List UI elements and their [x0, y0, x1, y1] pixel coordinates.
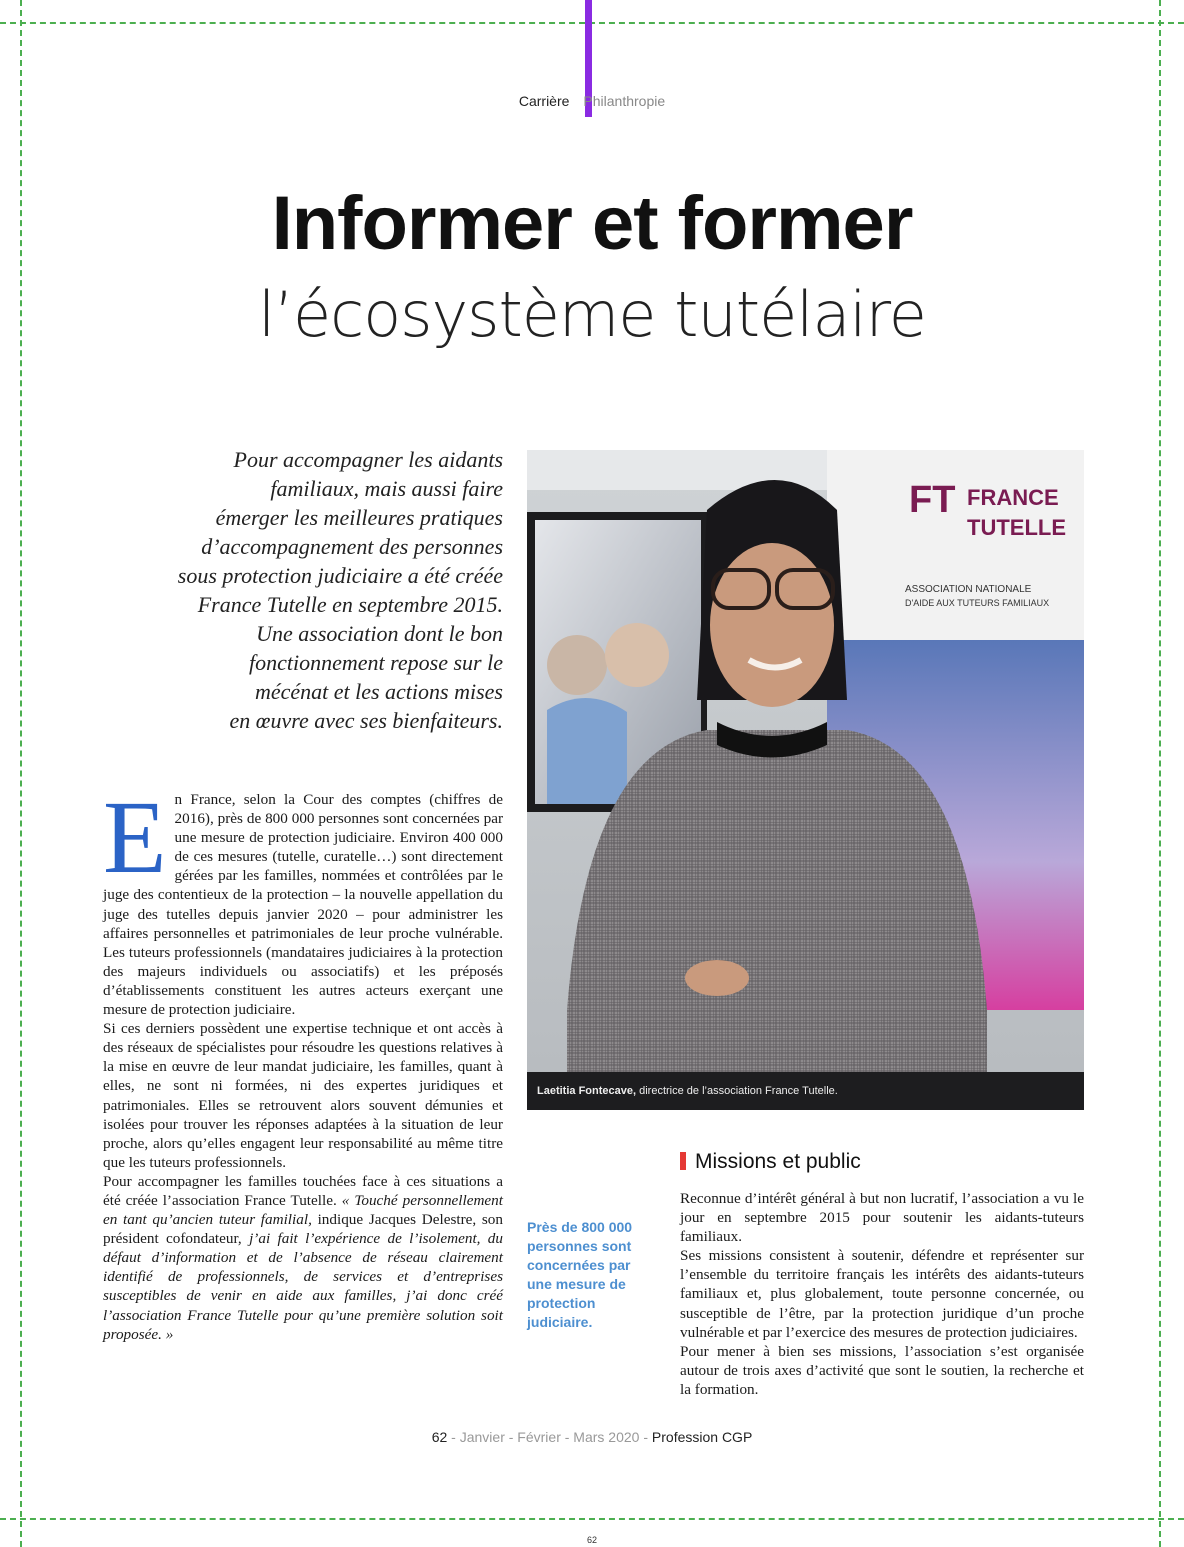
pull-quote: Près de 800 000 personnes sont concernées par une mesure de protection judiciaire.	[527, 1219, 633, 1330]
caption-name: Laetitia Fontecave,	[537, 1085, 637, 1097]
checked-dress	[567, 730, 987, 1072]
crop-guide-top	[0, 22, 1184, 24]
screen-person-elder	[547, 635, 607, 695]
footer-page-number: 62	[431, 1429, 448, 1445]
section-heading-text: Missions et public	[695, 1150, 861, 1173]
banner-text-tutelle: TUTELLE	[967, 515, 1066, 540]
portrait-illustration	[527, 450, 1084, 1072]
portrait-photo	[527, 450, 1084, 1110]
footer-magazine-name: Profession CGP	[651, 1429, 753, 1445]
article-title: Informer et former	[271, 181, 913, 266]
paragraph-3-mid: indique Jacques Delestre, son président cofondateur,	[103, 1211, 503, 1248]
banner-subtitle-2: D'AIDE AUX TUTEURS FAMILIAUX	[905, 598, 1050, 608]
subsection-name: Philanthropie	[583, 93, 666, 109]
section-heading-missions	[680, 1150, 861, 1174]
screen-person-young	[605, 623, 669, 687]
hand	[685, 960, 749, 996]
article-column-right	[680, 1189, 1084, 1399]
missions-paragraph-1: Reconnue d’intérêt général à but non lucratif, l’association a vu le jour en septembre 2015 pour soutenir les aidants-tuteurs familiaux.	[680, 1190, 1084, 1246]
banner-subtitle-1: ASSOCIATION NATIONALE	[905, 584, 1032, 595]
missions-paragraph-2: Ses missions consistent à soutenir, défendre et représenter sur l’ensemble du territoire français les intérêts des aidants-tuteurs familiaux et, plus globalement, toute personne concernée, ou susceptible de l’être, par la protection juridique d’un proche vulnérable et par l’exercice des mesures de protection judiciaires.	[680, 1247, 1084, 1341]
intro-line: fonctionnement repose sur le	[249, 650, 503, 675]
article-subtitle: l’écosystème tutélaire	[258, 278, 926, 351]
quote-part-1: « Touché personnellement en tant qu’ancien tuteur familial,	[103, 1191, 503, 1229]
intro-line: en œuvre avec ses bienfaiteurs.	[229, 708, 503, 733]
footer-separator: -	[639, 1429, 652, 1445]
caption-text: directrice de l’association France Tutelle.	[639, 1085, 838, 1097]
intro-line: familiaux, mais aussi faire	[270, 476, 503, 501]
banner-logo-ft: FT	[909, 479, 956, 521]
intro-line: sous protection judiciaire a été créée	[177, 563, 503, 588]
article-column-left	[103, 780, 503, 1344]
drop-cap: E	[103, 780, 167, 895]
footer-separator: -	[447, 1429, 460, 1445]
intro-line: France Tutelle en septembre 2015.	[197, 592, 503, 617]
intro-line: Une association dont le bon	[256, 621, 503, 646]
paragraph-3-start: Pour accompagner les familles touchées face à ces situations a été créée l’association France Tutelle.	[103, 1172, 503, 1209]
banner-text-france: FRANCE	[967, 485, 1059, 510]
heading-marker	[680, 1152, 686, 1170]
intro-line: Pour accompagner les aidants	[233, 447, 503, 472]
crop-guide-bottom	[0, 1518, 1184, 1520]
footer-issue-date: Janvier - Février - Mars 2020	[459, 1429, 640, 1445]
intro-lede	[110, 445, 503, 735]
quote-part-2: j’ai fait l’expérience de l’isolement, du défaut d’information et de l’absence de réseau clairement identifié de professionnels, de services et d’entreprises susceptibles de venir en aide aux familles, j’ai donc créé l’association France Tutelle pour qu’une première solution soit proposée. »	[103, 1230, 503, 1343]
section-name: Carrière	[518, 93, 570, 109]
print-page-number: 62	[586, 1535, 597, 1545]
paragraph-3	[103, 1172, 503, 1344]
page-footer	[0, 1429, 1184, 1445]
paragraph-2: Si ces derniers possèdent une expertise technique et ont accès à des réseaux de spécialistes pour résoudre les questions relatives à la mise en œuvre de leur mandat judiciaire, les familles, quant à elles, ne sont ni formées, ni des expertes juridiques et patrimoniales. Elles se retrouvent alors souvent démunies et isolées pour trouver les réponses adaptées à la situation de leur proche, alors qu’elles engagent leur responsabilité au même titre que les tuteurs professionnels.	[103, 1020, 503, 1171]
intro-line: d’accompagnement des personnes	[201, 534, 503, 559]
section-label	[0, 93, 1184, 109]
paragraph-1	[103, 780, 503, 1019]
intro-line: émerger les meilleures pratiques	[215, 505, 503, 530]
face	[710, 543, 834, 707]
photo-caption	[527, 1072, 1084, 1110]
paragraph-1-text: n France, selon la Cour des comptes (chiffres de 2016), près de 800 000 personnes sont concernées par une mesure de protection judiciaire. Environ 400 000 de ces mesures (tutelle, curatelle…) sont directement gérées par les familles, nommées et contrôlées par le juge des contentieux de la protection – la nouvelle appellation du juge des tutelles depuis janvier 2020 – pour administrer les affaires personnelles et patrimoniales de leur proche vulnérable. Les tuteurs professionnels (mandataires judiciaires à la protection des majeurs individuels ou associatifs) et les préposés d’établissements constituent les autres acteurs exerçant une mesure de protection judiciaire.	[103, 791, 503, 1019]
intro-line: mécénat et les actions mises	[254, 679, 503, 704]
missions-paragraph-3: Pour mener à bien ses missions, l’association s’est organisée autour de trois axes d’activité que sont le soutien, la recherche et la formation.	[680, 1342, 1084, 1398]
